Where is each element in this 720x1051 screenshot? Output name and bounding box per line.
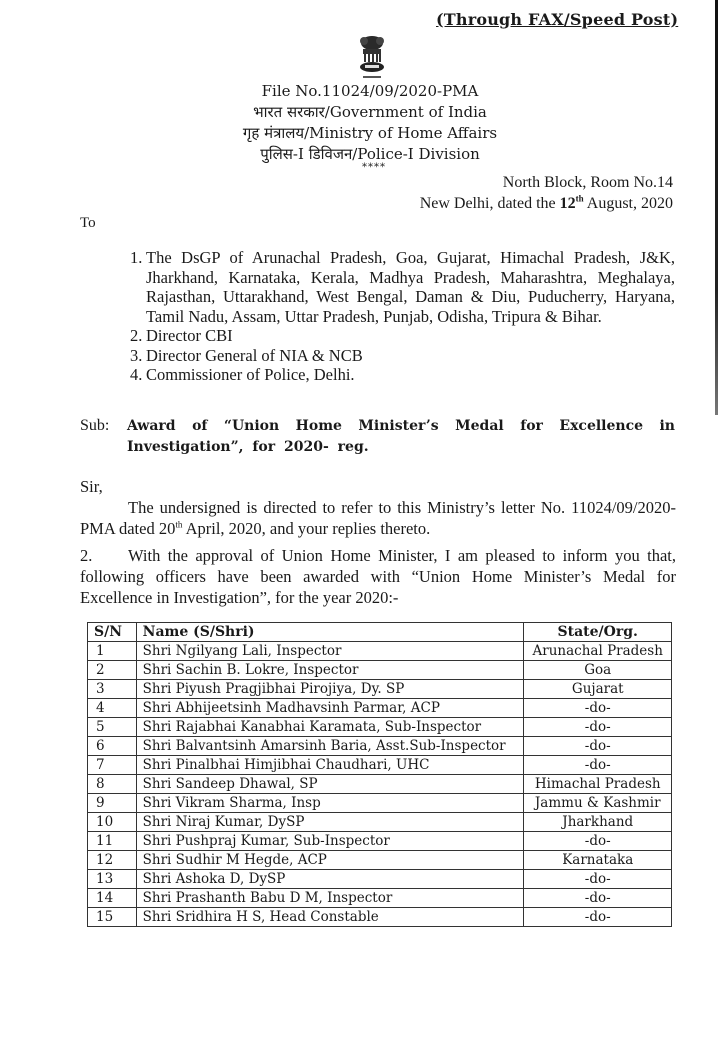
cell-sn: 3 (88, 680, 137, 699)
cell-state: Jharkhand (524, 813, 672, 832)
office-location: North Block, Room No.14 (502, 174, 673, 191)
table-row (88, 699, 672, 718)
cell-name: Shri Abhijeetsinh Madhavsinh Parmar, ACP (136, 699, 524, 718)
recipient-text: The DsGP of Arunachal Pradesh, Goa, Gujarat, Himachal Pradesh, J&K, Jharkhand, Karnataka, Kerala, Madhya Pradesh, Maharashtra, Meghalaya, Rajasthan, Uttarakhand, West Bengal, Daman & Diu, Puducherry, Haryana, Tamil Nadu, Assam, Uttar Pradesh, Punjab, Odisha, Tripura & Bihar. (146, 248, 675, 326)
division-name: पुलिस-I डिविजन/Police-I Division (260, 145, 480, 163)
paragraph-2 (80, 545, 676, 608)
date-suffix: th (575, 193, 584, 204)
cell-state: -do- (524, 756, 672, 775)
recipient-number: 2. (130, 326, 143, 345)
subject-label: Sub: (80, 417, 110, 434)
cell-name: Shri Ngilyang Lali, Inspector (136, 642, 524, 661)
cell-sn: 6 (88, 737, 137, 756)
date-day: 12 (559, 195, 576, 212)
recipient-number: 4. (130, 365, 143, 384)
cell-name: Shri Piyush Pragjibhai Pirojiya, Dy. SP (136, 680, 524, 699)
table-row (88, 889, 672, 908)
cell-sn: 14 (88, 889, 137, 908)
table-row (88, 832, 672, 851)
cell-sn: 9 (88, 794, 137, 813)
table-row (88, 775, 672, 794)
cell-name: Shri Rajabhai Kanabhai Karamata, Sub-Inspector (136, 718, 524, 737)
cell-state: Karnataka (524, 851, 672, 870)
cell-sn: 12 (88, 851, 137, 870)
table-row (88, 718, 672, 737)
to-label: To (80, 215, 96, 231)
recipient-item (130, 346, 675, 366)
recipient-text: Director CBI (146, 326, 233, 345)
cell-sn: 2 (88, 661, 137, 680)
cell-name: Shri Pinalbhai Himjibhai Chaudhari, UHC (136, 756, 524, 775)
cell-sn: 15 (88, 908, 137, 927)
header-name: Name (S/Shri) (136, 623, 524, 642)
delivery-mode-heading: (Through FAX/Speed Post) (436, 10, 679, 29)
cell-sn: 5 (88, 718, 137, 737)
table-row (88, 661, 672, 680)
cell-state: -do- (524, 699, 672, 718)
paragraph-1-text: The undersigned is directed to refer to this Ministry’s letter No. 11024/09/2020-PMA dated 20 (80, 498, 676, 538)
cell-state: Goa (524, 661, 672, 680)
cell-sn: 13 (88, 870, 137, 889)
cell-state: Arunachal Pradesh (524, 642, 672, 661)
cell-state: -do- (524, 718, 672, 737)
table-row (88, 851, 672, 870)
cell-name: Shri Sudhir M Hegde, ACP (136, 851, 524, 870)
cell-name: Shri Vikram Sharma, Insp (136, 794, 524, 813)
table-row (88, 908, 672, 927)
cell-state: -do- (524, 889, 672, 908)
cell-sn: 7 (88, 756, 137, 775)
table-row (88, 642, 672, 661)
header-state: State/Org. (524, 623, 672, 642)
cell-state: -do- (524, 908, 672, 927)
cell-state: -do- (524, 870, 672, 889)
national-emblem-icon (355, 34, 389, 80)
header-separator: **** (362, 162, 386, 173)
table-row (88, 756, 672, 775)
recipient-item (130, 326, 675, 346)
cell-name: Shri Sachin B. Lokre, Inspector (136, 661, 524, 680)
cell-name: Shri Balvantsinh Amarsinh Baria, Asst.Sub-Inspector (136, 737, 524, 756)
table-row (88, 680, 672, 699)
recipient-number: 3. (130, 345, 143, 365)
cell-name: Shri Sridhira H S, Head Constable (136, 908, 524, 927)
recipient-text: Director General of NIA & NCB (146, 345, 363, 365)
paragraph-1-sup: th (175, 519, 183, 530)
paragraph-1 (80, 497, 676, 539)
recipient-number: 1. (130, 248, 143, 267)
cell-state: Himachal Pradesh (524, 775, 672, 794)
paragraph-2-text: With the approval of Union Home Minister, I am pleased to inform you that, following officers have been awarded with “Union Home Minister’s Medal for Excellence in Investigation”, for the year 2020:- (80, 546, 676, 607)
salutation: Sir, (80, 477, 103, 496)
table-row (88, 737, 672, 756)
table-row (88, 870, 672, 889)
date-rest: August, 2020 (583, 195, 673, 212)
cell-name: Shri Sandeep Dhawal, SP (136, 775, 524, 794)
header-sn: S/N (88, 623, 137, 642)
ministry-name: गृह मंत्रालय/Ministry of Home Affairs (242, 124, 498, 142)
awardees-table (87, 622, 672, 927)
page-edge-shadow (715, 0, 718, 415)
recipient-text: Commissioner of Police, Delhi. (146, 365, 355, 384)
recipient-list (130, 248, 675, 385)
cell-state: Gujarat (524, 680, 672, 699)
table-row (88, 813, 672, 832)
subject-text: Award of “Union Home Minister’s Medal for Excellence in Investigation”, for 2020- reg. (127, 418, 675, 455)
cell-sn: 8 (88, 775, 137, 794)
subject-line (80, 416, 675, 458)
table-row (88, 794, 672, 813)
cell-state: Jammu & Kashmir (524, 794, 672, 813)
cell-sn: 1 (88, 642, 137, 661)
letter-date (420, 193, 673, 214)
paragraph-1-text-end: April, 2020, and your replies thereto. (182, 519, 431, 538)
cell-sn: 10 (88, 813, 137, 832)
recipient-item (130, 365, 675, 385)
recipient-item (130, 248, 675, 326)
table-header-row (88, 623, 672, 642)
cell-name: Shri Pushpraj Kumar, Sub-Inspector (136, 832, 524, 851)
cell-sn: 11 (88, 832, 137, 851)
date-prefix: New Delhi, dated the (419, 195, 560, 212)
government-name: भारत सरकार/Government of India (253, 103, 487, 121)
cell-name: Shri Niraj Kumar, DySP (136, 813, 524, 832)
cell-state: -do- (524, 832, 672, 851)
cell-name: Shri Ashoka D, DySP (136, 870, 524, 889)
file-number: File No.11024/09/2020-PMA (261, 82, 479, 100)
cell-state: -do- (524, 737, 672, 756)
paragraph-2-number: 2. (80, 546, 93, 565)
cell-sn: 4 (88, 699, 137, 718)
cell-name: Shri Prashanth Babu D M, Inspector (136, 889, 524, 908)
